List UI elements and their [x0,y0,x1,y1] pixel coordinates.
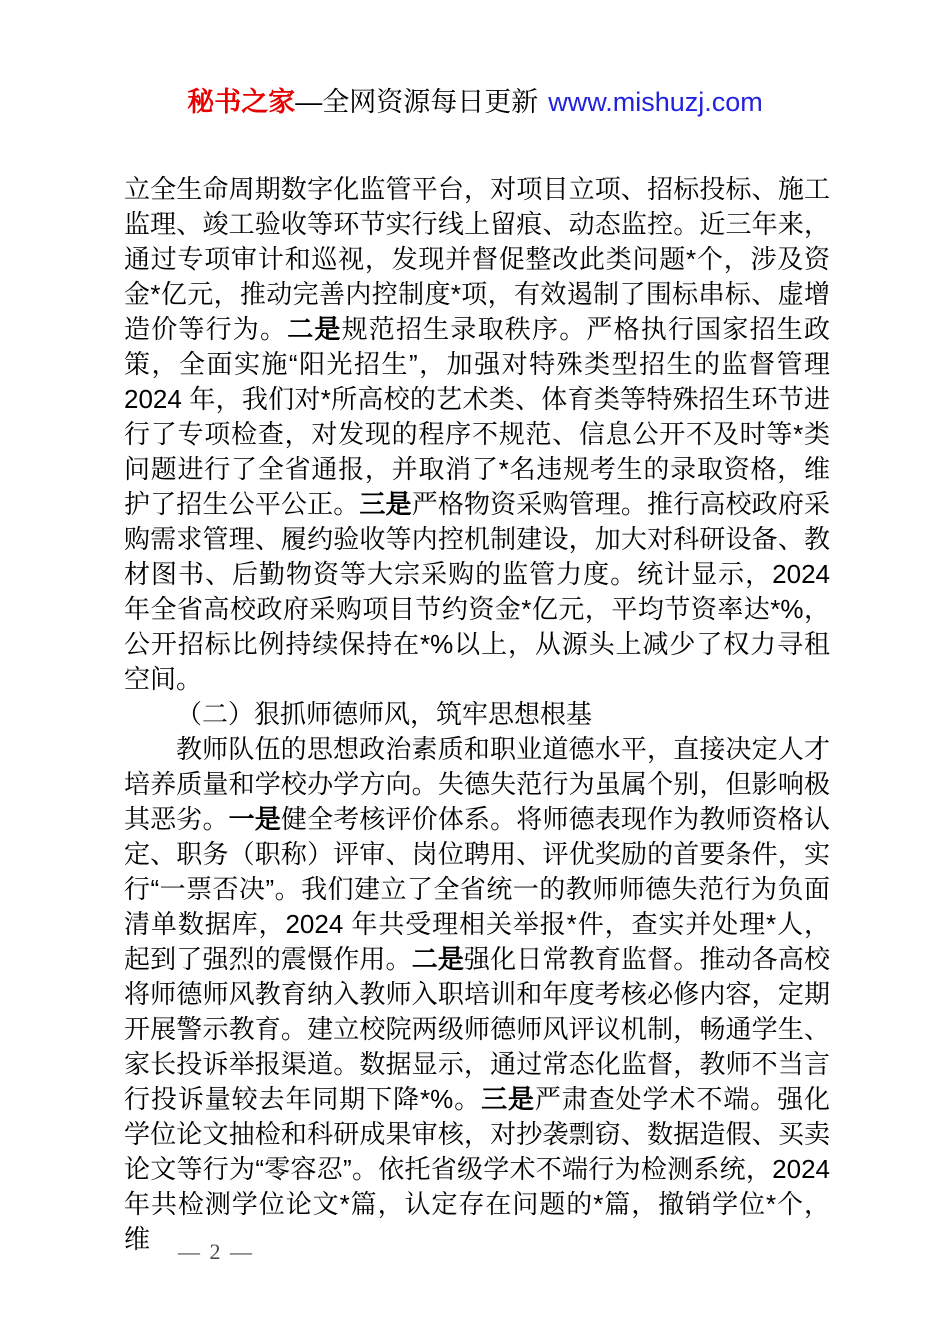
site-url-link[interactable]: www.mishuzj.com [548,87,763,117]
text-segment: 立全生命周期数字化监管平台，对项目立项、招标投标、施工监理、竣工验收等环节实行线上留痕、动态监控。近三年来，通过专项审计和巡视，发现并督促整改此类问题*个，涉及资金*亿元，推动完善内控制度*项，有效遏制了围标串标、虚增造价等行为。 [124,174,830,344]
page-number: — 2 — [178,1239,254,1264]
paragraph [124,732,830,1257]
text-segment: 规范招生录取秩序。严格执行国家招生政策，全面实施“阳光招生”，加强对特殊类型招生的监督管理2024 年，我们对*所高校的艺术类、体育类等特殊招生环节进行了专项检查，对发现的程序不规范、信息公开不及时等*类问题进行了全省通报，并取消了*名违规考生的录取资格，维护了招生公平公正。 [124,314,830,519]
paragraph [124,172,830,697]
paragraph [124,697,830,732]
page-footer [178,1240,254,1264]
document-body [124,172,830,1257]
emphasis-text-segment: 一是 [228,804,281,834]
text-segment: 强化日常教育监督。推动各高校将师德师风教育纳入教师入职培训和年度考核必修内容，定期开展警示教育。建立校院两级师德师风评议机制，畅通学生、家长投诉举报渠道。数据显示，通过常态化监督，教师不当言行投诉量较去年同期下降*%。 [124,944,830,1114]
site-header [0,86,950,118]
text-segment: 严格物资采购管理。推行高校政府采购需求管理、履约验收等内控机制建设，加大对科研设备、教材图书、后勤物资等大宗采购的监管力度。统计显示，2024 年全省高校政府采购项目节约资金*亿元，平均节资率达*%，公开招标比例持续保持在*%以上，从源头上减少了权力寻租空间。 [124,489,830,694]
emphasis-text-segment: 二是 [411,944,464,974]
text-segment: （二）狠抓师德师风，筑牢思想根基 [176,699,593,729]
site-tagline: —全网资源每日更新 [295,87,539,117]
emphasis-text-segment: 三是 [359,489,412,519]
text-segment: 教师队伍的思想政治素质和职业道德水平，直接决定人才培养质量和学校办学方向。失德失范行为虽属个别，但影响极其恶劣。 [124,734,830,834]
emphasis-text-segment: 三是 [481,1084,535,1114]
site-brand: 秘书之家 [187,87,296,117]
text-segment: 健全考核评价体系。将师德表现作为教师资格认定、职务（职称）评审、岗位聘用、评优奖励的首要条件，实行“一票否决”。我们建立了全省统一的教师师德失范行为负面清单数据库，2024 年共受理相关举报*件，查实并处理*人，起到了强烈的震慑作用。 [124,804,830,974]
emphasis-text-segment: 二是 [287,314,342,344]
text-segment: 严肃查处学术不端。强化学位论文抽检和科研成果审核，对抄袭剽窃、数据造假、买卖论文等行为“零容忍”。依托省级学术不端行为检测系统，2024 年共检测学位论文*篇，认定存在问题的*篇，撤销学位*个，维 [124,1084,830,1254]
